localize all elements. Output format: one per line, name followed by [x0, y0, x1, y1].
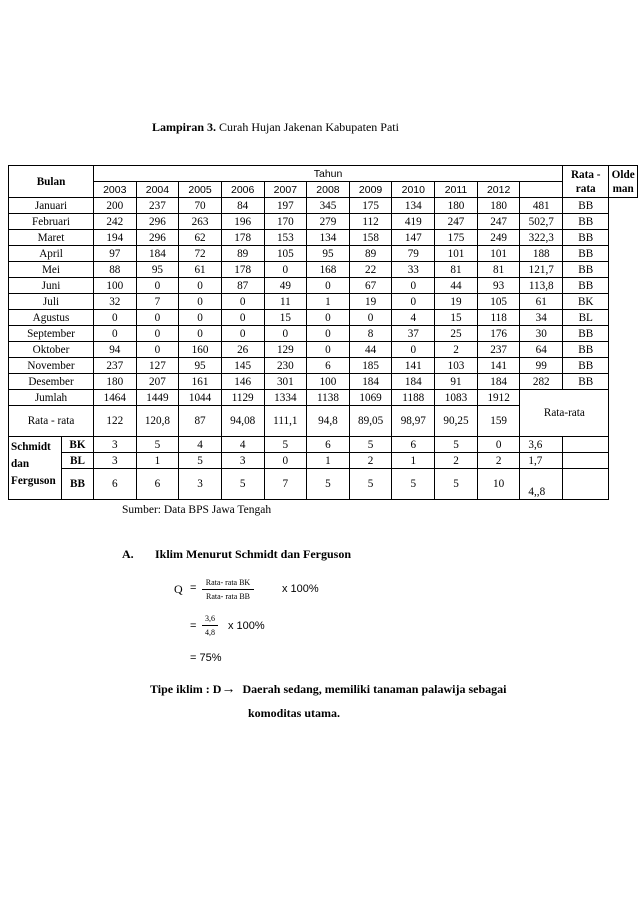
jumlah-cell: 1188 [392, 390, 435, 406]
value-cell: 247 [435, 214, 478, 230]
table-row [9, 326, 638, 342]
schmidt-cell: 5 [136, 437, 179, 453]
average-cell: 30 [520, 326, 563, 342]
value-cell: 345 [307, 198, 350, 214]
value-cell: 118 [477, 310, 520, 326]
table-row [9, 214, 638, 230]
value-cell: 0 [94, 310, 137, 326]
value-cell: 237 [477, 342, 520, 358]
schmidt-cell: 7 [264, 469, 307, 500]
month-cell: Oktober [9, 342, 94, 358]
schmidt-cell: 1 [136, 453, 179, 469]
value-cell: 207 [136, 374, 179, 390]
value-cell: 95 [179, 358, 222, 374]
value-cell: 44 [349, 342, 392, 358]
value-cell: 100 [307, 374, 350, 390]
jumlah-cell: 1449 [136, 390, 179, 406]
schmidt-label-inner [9, 437, 93, 499]
value-cell: 84 [221, 198, 264, 214]
value-cell: 141 [477, 358, 520, 374]
table-row [9, 358, 638, 374]
schmidt-cell: 3 [179, 469, 222, 500]
value-cell: 0 [136, 310, 179, 326]
year-header: 2010 [392, 182, 435, 198]
value-cell: 2 [435, 342, 478, 358]
value-cell: 184 [477, 374, 520, 390]
value-cell: 237 [94, 358, 137, 374]
average-cell: 502,7 [520, 214, 563, 230]
ratarata-header: Rata - rata [563, 166, 609, 198]
value-cell: 15 [264, 310, 307, 326]
value-cell: 146 [221, 374, 264, 390]
average-cell: 34 [520, 310, 563, 326]
table-row [9, 278, 638, 294]
schmidt-cell: 1 [307, 453, 350, 469]
value-cell: 100 [94, 278, 137, 294]
q-symbol: Q [174, 582, 183, 596]
oldeman-cell: BB [563, 342, 609, 358]
schmidt-label [9, 437, 94, 500]
oldeman-cell: BB [563, 374, 609, 390]
schmidt-cell: 5 [179, 453, 222, 469]
schmidt-codes-table [61, 437, 93, 499]
month-cell: Juni [9, 278, 94, 294]
value-cell: 237 [136, 198, 179, 214]
section-number: A. [122, 547, 134, 561]
month-cell: Desember [9, 374, 94, 390]
value-cell: 97 [94, 246, 137, 262]
year-header: 2011 [435, 182, 478, 198]
schmidt-cell: 6 [392, 437, 435, 453]
year-header: 2009 [349, 182, 392, 198]
schmidt-cell: 5 [392, 469, 435, 500]
value-cell: 19 [435, 294, 478, 310]
value-cell: 0 [392, 294, 435, 310]
value-cell: 147 [392, 230, 435, 246]
rata-label: Rata - rata [9, 406, 94, 437]
rata-cell: 111,1 [264, 406, 307, 437]
schmidt-cell: 4 [221, 437, 264, 453]
value-cell: 89 [221, 246, 264, 262]
schmidt-cell: 3 [221, 453, 264, 469]
value-cell: 178 [221, 230, 264, 246]
value-cell: 95 [136, 262, 179, 278]
header-row-years [9, 182, 638, 198]
year-header: 2008 [307, 182, 350, 198]
equals-2: = [190, 620, 197, 632]
schmidt-row [9, 469, 638, 500]
oldeman-cell: BK [563, 294, 609, 310]
fraction-2 [202, 614, 218, 637]
value-cell: 15 [435, 310, 478, 326]
value-cell: 88 [94, 262, 137, 278]
value-cell: 180 [435, 198, 478, 214]
value-cell: 0 [349, 310, 392, 326]
value-cell: 0 [179, 326, 222, 342]
value-cell: 180 [94, 374, 137, 390]
value-cell: 141 [392, 358, 435, 374]
appendix-number: Lampiran 3. [152, 120, 217, 134]
value-cell: 112 [349, 214, 392, 230]
value-cell: 4 [392, 310, 435, 326]
month-cell: September [9, 326, 94, 342]
rata-row [9, 406, 638, 437]
value-cell: 0 [221, 294, 264, 310]
value-cell: 89 [349, 246, 392, 262]
schmidt-cell: 5 [349, 469, 392, 500]
table-row [9, 262, 638, 278]
appendix-caption: Curah Hujan Jakenan Kabupaten Pati [219, 120, 399, 134]
value-cell: 0 [221, 310, 264, 326]
month-cell: Maret [9, 230, 94, 246]
jumlah-cell: 1129 [221, 390, 264, 406]
equals-1: = [190, 582, 197, 594]
value-cell: 196 [221, 214, 264, 230]
jumlah-cell: 1138 [307, 390, 350, 406]
schmidt-cell: 5 [264, 437, 307, 453]
oldeman-cell: BB [563, 230, 609, 246]
value-cell: 22 [349, 262, 392, 278]
value-cell: 67 [349, 278, 392, 294]
fraction-2-numerator: 3,6 [205, 614, 215, 623]
value-cell: 0 [392, 278, 435, 294]
month-cell: Mei [9, 262, 94, 278]
empty-cell [563, 437, 609, 453]
arrow-icon: → [221, 682, 236, 697]
value-cell: 175 [435, 230, 478, 246]
oldeman-cell: BB [563, 198, 609, 214]
rata-cell: 87 [179, 406, 222, 437]
value-cell: 19 [349, 294, 392, 310]
schmidt-code-row [62, 453, 94, 469]
oldeman-cell: BB [563, 326, 609, 342]
oldeman-cell: BL [563, 310, 609, 326]
schmidt-cell: 10 [477, 469, 520, 500]
value-cell: 72 [179, 246, 222, 262]
rata-cell: 120,8 [136, 406, 179, 437]
value-cell: 301 [264, 374, 307, 390]
fraction-1-numerator: Rata- rata BK [205, 578, 251, 587]
month-cell: Februari [9, 214, 94, 230]
month-cell: Januari [9, 198, 94, 214]
value-cell: 81 [435, 262, 478, 278]
value-cell: 0 [136, 342, 179, 358]
climate-type-desc-2: komoditas utama. [248, 706, 341, 720]
tahun-header: Tahun [94, 166, 563, 182]
schmidt-cell: 5 [349, 437, 392, 453]
table-row [9, 230, 638, 246]
value-cell: 180 [477, 198, 520, 214]
header-row-1 [9, 166, 638, 182]
rata-cell: 89,05 [349, 406, 392, 437]
schmidt-cell: 0 [264, 453, 307, 469]
value-cell: 103 [435, 358, 478, 374]
oldeman-cell: BB [563, 358, 609, 374]
value-cell: 25 [435, 326, 478, 342]
schmidt-label-text: Schmidt dan Ferguson [11, 441, 56, 487]
value-cell: 184 [392, 374, 435, 390]
schmidt-code-row [62, 437, 94, 453]
value-cell: 79 [392, 246, 435, 262]
rata-cell: 122 [94, 406, 137, 437]
table-row [9, 246, 638, 262]
jumlah-cell: 1044 [179, 390, 222, 406]
oldeman-cell: BB [563, 278, 609, 294]
table-row [9, 310, 638, 326]
section-title: Iklim Menurut Schmidt dan Ferguson [155, 547, 352, 561]
average-cell: 113,8 [520, 278, 563, 294]
value-cell: 279 [307, 214, 350, 230]
percent-2: x 100% [228, 620, 265, 632]
value-cell: 176 [477, 326, 520, 342]
average-cell: 99 [520, 358, 563, 374]
empty-cell [563, 469, 609, 500]
bulan-header: Bulan [9, 166, 94, 198]
value-cell: 194 [94, 230, 137, 246]
schmidt-code: BB [62, 469, 94, 500]
value-cell: 11 [264, 294, 307, 310]
value-cell: 178 [221, 262, 264, 278]
month-cell: April [9, 246, 94, 262]
empty-cell [563, 453, 609, 469]
value-cell: 184 [349, 374, 392, 390]
oldeman-header: Oldeman [609, 166, 638, 198]
oldeman-cell: BB [563, 262, 609, 278]
value-cell: 105 [477, 294, 520, 310]
value-cell: 0 [392, 342, 435, 358]
schmidt-cell: 6 [136, 469, 179, 500]
value-cell: 161 [179, 374, 222, 390]
value-cell: 0 [136, 278, 179, 294]
schmidt-cell: 5 [307, 469, 350, 500]
rata-cell: 94,8 [307, 406, 350, 437]
value-cell: 62 [179, 230, 222, 246]
jumlah-row [9, 390, 638, 406]
schmidt-average: 3,6 [520, 437, 563, 453]
value-cell: 33 [392, 262, 435, 278]
value-cell: 0 [307, 326, 350, 342]
value-cell: 134 [307, 230, 350, 246]
value-cell: 170 [264, 214, 307, 230]
year-header: 2004 [136, 182, 179, 198]
fraction-1-denominator: Rata- rata BB [206, 592, 250, 601]
value-cell: 87 [221, 278, 264, 294]
value-cell: 95 [307, 246, 350, 262]
schmidt-cell: 2 [349, 453, 392, 469]
climate-type-desc: Daerah sedang, memiliki tanaman palawija sebagai [242, 682, 507, 696]
value-cell: 49 [264, 278, 307, 294]
value-cell: 81 [477, 262, 520, 278]
value-cell: 32 [94, 294, 137, 310]
schmidt-cell: 1 [392, 453, 435, 469]
value-cell: 1 [307, 294, 350, 310]
schmidt-cell: 3 [94, 453, 137, 469]
average-cell: 121,7 [520, 262, 563, 278]
value-cell: 0 [136, 326, 179, 342]
jumlah-label: Jumlah [9, 390, 94, 406]
table-row [9, 342, 638, 358]
value-cell: 26 [221, 342, 264, 358]
value-cell: 134 [392, 198, 435, 214]
average-cell: 61 [520, 294, 563, 310]
schmidt-cell: 5 [435, 437, 478, 453]
month-cell: Juli [9, 294, 94, 310]
schmidt-code-row [62, 469, 94, 500]
value-cell: 61 [179, 262, 222, 278]
fraction-2-denominator: 4,8 [205, 628, 215, 637]
climate-type-label: Tipe iklim : D [150, 682, 222, 696]
schmidt-code: BK [62, 437, 94, 453]
value-cell: 158 [349, 230, 392, 246]
value-cell: 153 [264, 230, 307, 246]
value-cell: 7 [136, 294, 179, 310]
average-cell: 188 [520, 246, 563, 262]
rata-cell: 90,25 [435, 406, 478, 437]
average-cell: 64 [520, 342, 563, 358]
result: = 75% [190, 652, 222, 664]
schmidt-cell: 0 [477, 437, 520, 453]
rainfall-table [8, 165, 638, 500]
empty-cell [520, 390, 609, 406]
oldeman-cell: BB [563, 214, 609, 230]
table-row [9, 198, 638, 214]
jumlah-cell: 1912 [477, 390, 520, 406]
oldeman-cell: BB [563, 246, 609, 262]
month-cell: November [9, 358, 94, 374]
source-note: Sumber: Data BPS Jawa Tengah [122, 504, 272, 516]
appendix-title [152, 120, 399, 135]
schmidt-cell: 2 [435, 453, 478, 469]
value-cell: 0 [221, 326, 264, 342]
schmidt-average: 1,7 [520, 453, 563, 469]
value-cell: 0 [264, 262, 307, 278]
year-header: 2003 [94, 182, 137, 198]
value-cell: 0 [307, 342, 350, 358]
value-cell: 101 [435, 246, 478, 262]
jumlah-cell: 1334 [264, 390, 307, 406]
rata-cell: 159 [477, 406, 520, 437]
value-cell: 145 [221, 358, 264, 374]
percent-1: x 100% [282, 583, 319, 595]
table-row [9, 374, 638, 390]
year-header: 2006 [221, 182, 264, 198]
schmidt-cell: 5 [221, 469, 264, 500]
value-cell: 0 [179, 310, 222, 326]
value-cell: 0 [94, 326, 137, 342]
year-header: 2007 [264, 182, 307, 198]
value-cell: 0 [307, 310, 350, 326]
value-cell: 263 [179, 214, 222, 230]
value-cell: 8 [349, 326, 392, 342]
value-cell: 127 [136, 358, 179, 374]
value-cell: 129 [264, 342, 307, 358]
schmidt-row [9, 437, 638, 453]
rata-cell: 94,08 [221, 406, 264, 437]
value-cell: 200 [94, 198, 137, 214]
value-cell: 0 [179, 294, 222, 310]
value-cell: 160 [179, 342, 222, 358]
schmidt-average: 4,,8 [520, 469, 563, 500]
value-cell: 296 [136, 214, 179, 230]
jumlah-cell: 1069 [349, 390, 392, 406]
value-cell: 0 [264, 326, 307, 342]
value-cell: 44 [435, 278, 478, 294]
schmidt-cell: 6 [94, 469, 137, 500]
value-cell: 230 [264, 358, 307, 374]
value-cell: 249 [477, 230, 520, 246]
year-header: 2012 [477, 182, 520, 198]
rata-rata-note: Rata-rata [520, 406, 609, 437]
average-cell: 282 [520, 374, 563, 390]
schmidt-row [9, 453, 638, 469]
schmidt-cell: 2 [477, 453, 520, 469]
jumlah-cell: 1083 [435, 390, 478, 406]
value-cell: 91 [435, 374, 478, 390]
value-cell: 93 [477, 278, 520, 294]
table-row [9, 294, 638, 310]
value-cell: 185 [349, 358, 392, 374]
value-cell: 105 [264, 246, 307, 262]
value-cell: 296 [136, 230, 179, 246]
value-cell: 242 [94, 214, 137, 230]
value-cell: 197 [264, 198, 307, 214]
value-cell: 70 [179, 198, 222, 214]
schmidt-cell: 3 [94, 437, 137, 453]
value-cell: 0 [307, 278, 350, 294]
schmidt-cell: 6 [307, 437, 350, 453]
month-cell: Agustus [9, 310, 94, 326]
value-cell: 6 [307, 358, 350, 374]
average-cell: 322,3 [520, 230, 563, 246]
value-cell: 0 [179, 278, 222, 294]
climate-type-line [150, 682, 506, 698]
value-cell: 94 [94, 342, 137, 358]
fraction-1 [202, 578, 254, 601]
section-heading [122, 547, 351, 562]
schmidt-code: BL [62, 453, 94, 469]
value-cell: 419 [392, 214, 435, 230]
value-cell: 247 [477, 214, 520, 230]
average-cell: 481 [520, 198, 563, 214]
rata-cell: 98,97 [392, 406, 435, 437]
value-cell: 184 [136, 246, 179, 262]
value-cell: 175 [349, 198, 392, 214]
schmidt-cell: 5 [435, 469, 478, 500]
jumlah-cell: 1464 [94, 390, 137, 406]
value-cell: 168 [307, 262, 350, 278]
value-cell: 101 [477, 246, 520, 262]
value-cell: 37 [392, 326, 435, 342]
year-header: 2005 [179, 182, 222, 198]
schmidt-cell: 4 [179, 437, 222, 453]
